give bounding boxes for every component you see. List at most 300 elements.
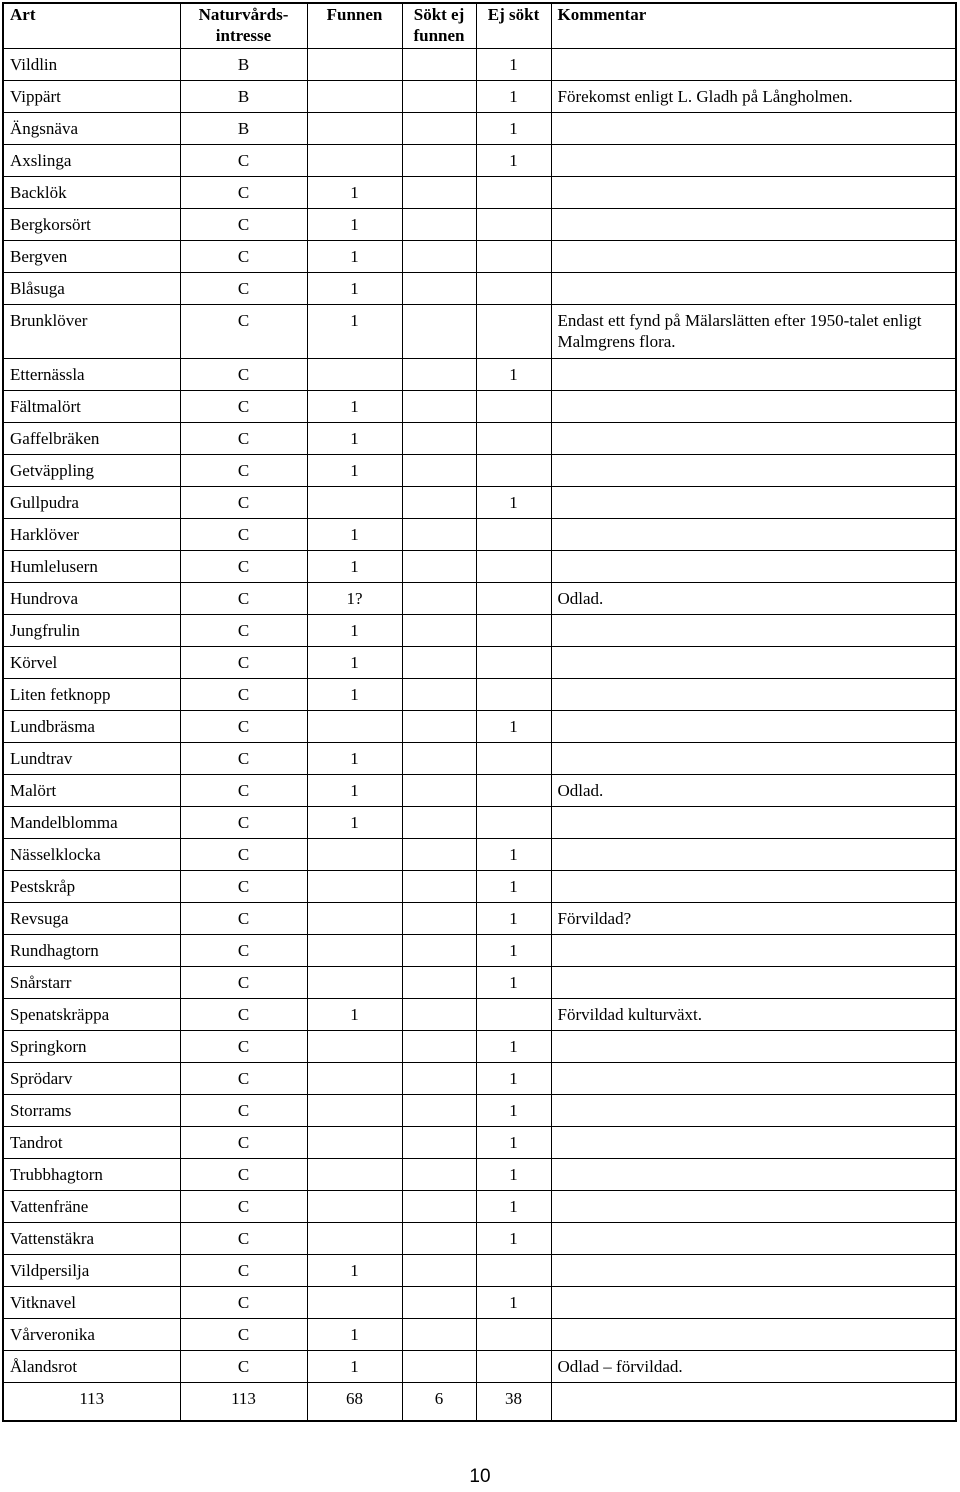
cell-kommentar (551, 711, 956, 743)
cell-ej-sokt (476, 305, 551, 359)
table-row (3, 177, 956, 209)
col-header-funnen: Funnen (307, 3, 402, 49)
total-kommentar (551, 1383, 956, 1422)
cell-sokt-ej-funnen (402, 839, 476, 871)
table-row (3, 1127, 956, 1159)
col-header-naturvardsintresse: Naturvårds-intresse (180, 3, 307, 49)
cell-kommentar (551, 1127, 956, 1159)
cell-sokt-ej-funnen (402, 1063, 476, 1095)
cell-ej-sokt (476, 775, 551, 807)
cell-sokt-ej-funnen (402, 967, 476, 999)
cell-funnen (307, 871, 402, 903)
table-row (3, 615, 956, 647)
table-row (3, 1255, 956, 1287)
table-row (3, 1191, 956, 1223)
cell-art: Vårveronika (3, 1319, 180, 1351)
cell-art: Snårstarr (3, 967, 180, 999)
table-row (3, 49, 956, 81)
cell-art: Tandrot (3, 1127, 180, 1159)
cell-funnen: 1 (307, 423, 402, 455)
cell-sokt-ej-funnen (402, 1159, 476, 1191)
cell-art: Ängsnäva (3, 113, 180, 145)
cell-naturvardsintresse: B (180, 113, 307, 145)
cell-sokt-ej-funnen (402, 1319, 476, 1351)
cell-naturvardsintresse: C (180, 839, 307, 871)
table-row (3, 551, 956, 583)
cell-kommentar (551, 935, 956, 967)
cell-naturvardsintresse: C (180, 711, 307, 743)
cell-sokt-ej-funnen (402, 1287, 476, 1319)
table-row (3, 209, 956, 241)
cell-kommentar: Förekomst enligt L. Gladh på Långholmen. (551, 81, 956, 113)
total-importance: 113 (180, 1383, 307, 1422)
cell-ej-sokt (476, 807, 551, 839)
cell-sokt-ej-funnen (402, 487, 476, 519)
cell-funnen (307, 967, 402, 999)
cell-funnen: 1 (307, 647, 402, 679)
cell-art: Liten fetknopp (3, 679, 180, 711)
table-row (3, 743, 956, 775)
cell-naturvardsintresse: C (180, 423, 307, 455)
cell-ej-sokt: 1 (476, 145, 551, 177)
cell-ej-sokt: 1 (476, 1031, 551, 1063)
cell-funnen (307, 903, 402, 935)
cell-funnen (307, 359, 402, 391)
cell-funnen (307, 145, 402, 177)
cell-naturvardsintresse: C (180, 551, 307, 583)
cell-kommentar (551, 839, 956, 871)
totals-row (3, 1383, 956, 1422)
table-row (3, 903, 956, 935)
cell-sokt-ej-funnen (402, 999, 476, 1031)
cell-funnen (307, 1287, 402, 1319)
table-row (3, 1095, 956, 1127)
cell-naturvardsintresse: C (180, 967, 307, 999)
table-row (3, 679, 956, 711)
cell-sokt-ej-funnen (402, 241, 476, 273)
table-row (3, 999, 956, 1031)
cell-art: Hundrova (3, 583, 180, 615)
col-header-art: Art (3, 3, 180, 49)
cell-art: Bergkorsört (3, 209, 180, 241)
cell-art: Rundhagtorn (3, 935, 180, 967)
cell-kommentar (551, 519, 956, 551)
cell-funnen: 1 (307, 177, 402, 209)
cell-naturvardsintresse: B (180, 49, 307, 81)
cell-naturvardsintresse: B (180, 81, 307, 113)
cell-funnen: 1 (307, 209, 402, 241)
cell-ej-sokt (476, 519, 551, 551)
table-row (3, 487, 956, 519)
cell-sokt-ej-funnen (402, 743, 476, 775)
cell-art: Lundbräsma (3, 711, 180, 743)
cell-art: Backlök (3, 177, 180, 209)
table-row (3, 519, 956, 551)
cell-funnen: 1 (307, 775, 402, 807)
cell-kommentar: Odlad – förvildad. (551, 1351, 956, 1383)
table-row (3, 305, 956, 359)
cell-ej-sokt: 1 (476, 1191, 551, 1223)
table-row (3, 273, 956, 305)
cell-art: Jungfrulin (3, 615, 180, 647)
cell-art: Lundtrav (3, 743, 180, 775)
cell-ej-sokt (476, 209, 551, 241)
cell-kommentar (551, 1191, 956, 1223)
cell-ej-sokt: 1 (476, 113, 551, 145)
cell-ej-sokt (476, 551, 551, 583)
cell-art: Brunklöver (3, 305, 180, 359)
cell-funnen: 1 (307, 241, 402, 273)
cell-art: Bergven (3, 241, 180, 273)
col-header-kommentar: Kommentar (551, 3, 956, 49)
table-row (3, 391, 956, 423)
cell-naturvardsintresse: C (180, 679, 307, 711)
table-row (3, 113, 956, 145)
cell-ej-sokt: 1 (476, 49, 551, 81)
cell-art: Ålandsrot (3, 1351, 180, 1383)
cell-sokt-ej-funnen (402, 359, 476, 391)
cell-funnen: 1 (307, 551, 402, 583)
cell-sokt-ej-funnen (402, 391, 476, 423)
cell-sokt-ej-funnen (402, 209, 476, 241)
cell-sokt-ej-funnen (402, 551, 476, 583)
cell-kommentar (551, 113, 956, 145)
cell-sokt-ej-funnen (402, 1351, 476, 1383)
cell-ej-sokt (476, 647, 551, 679)
cell-sokt-ej-funnen (402, 711, 476, 743)
total-funnen: 68 (307, 1383, 402, 1422)
cell-art: Etternässla (3, 359, 180, 391)
cell-naturvardsintresse: C (180, 871, 307, 903)
cell-ej-sokt: 1 (476, 487, 551, 519)
cell-naturvardsintresse: C (180, 1031, 307, 1063)
cell-kommentar: Förvildad kulturväxt. (551, 999, 956, 1031)
cell-naturvardsintresse: C (180, 1191, 307, 1223)
cell-naturvardsintresse: C (180, 241, 307, 273)
header-row (3, 3, 956, 49)
cell-naturvardsintresse: C (180, 209, 307, 241)
cell-kommentar (551, 1031, 956, 1063)
cell-naturvardsintresse: C (180, 1351, 307, 1383)
species-table (2, 2, 957, 1422)
cell-kommentar (551, 679, 956, 711)
cell-ej-sokt: 1 (476, 1063, 551, 1095)
cell-naturvardsintresse: C (180, 1095, 307, 1127)
cell-art: Pestskråp (3, 871, 180, 903)
cell-ej-sokt: 1 (476, 81, 551, 113)
cell-kommentar (551, 807, 956, 839)
cell-funnen: 1 (307, 679, 402, 711)
cell-sokt-ej-funnen (402, 455, 476, 487)
table-row (3, 1031, 956, 1063)
table-row (3, 871, 956, 903)
cell-sokt-ej-funnen (402, 49, 476, 81)
cell-sokt-ej-funnen (402, 871, 476, 903)
cell-art: Springkorn (3, 1031, 180, 1063)
cell-sokt-ej-funnen (402, 273, 476, 305)
cell-art: Revsuga (3, 903, 180, 935)
cell-funnen: 1 (307, 391, 402, 423)
cell-sokt-ej-funnen (402, 1223, 476, 1255)
cell-kommentar (551, 1287, 956, 1319)
cell-art: Blåsuga (3, 273, 180, 305)
cell-naturvardsintresse: C (180, 1255, 307, 1287)
cell-ej-sokt (476, 583, 551, 615)
cell-kommentar (551, 487, 956, 519)
cell-ej-sokt: 1 (476, 903, 551, 935)
cell-art: Körvel (3, 647, 180, 679)
cell-art: Gaffelbräken (3, 423, 180, 455)
cell-ej-sokt (476, 273, 551, 305)
cell-sokt-ej-funnen (402, 1191, 476, 1223)
cell-sokt-ej-funnen (402, 1095, 476, 1127)
cell-funnen (307, 81, 402, 113)
cell-funnen: 1 (307, 999, 402, 1031)
cell-kommentar (551, 1319, 956, 1351)
cell-ej-sokt: 1 (476, 711, 551, 743)
cell-kommentar (551, 145, 956, 177)
cell-kommentar (551, 743, 956, 775)
cell-sokt-ej-funnen (402, 615, 476, 647)
cell-sokt-ej-funnen (402, 145, 476, 177)
cell-kommentar (551, 273, 956, 305)
cell-sokt-ej-funnen (402, 519, 476, 551)
cell-kommentar (551, 241, 956, 273)
cell-ej-sokt (476, 423, 551, 455)
cell-kommentar (551, 359, 956, 391)
total-sokt-ej-funnen: 6 (402, 1383, 476, 1422)
total-ej-sokt: 38 (476, 1383, 551, 1422)
cell-art: Storrams (3, 1095, 180, 1127)
cell-ej-sokt (476, 1255, 551, 1287)
cell-art: Humlelusern (3, 551, 180, 583)
cell-sokt-ej-funnen (402, 1255, 476, 1287)
cell-kommentar (551, 177, 956, 209)
cell-naturvardsintresse: C (180, 903, 307, 935)
total-species: 113 (3, 1383, 180, 1422)
cell-sokt-ej-funnen (402, 423, 476, 455)
cell-funnen: 1 (307, 1319, 402, 1351)
cell-naturvardsintresse: C (180, 1159, 307, 1191)
cell-naturvardsintresse: C (180, 1063, 307, 1095)
cell-art: Fältmalört (3, 391, 180, 423)
cell-funnen (307, 49, 402, 81)
col-header-ej-sokt: Ej sökt (476, 3, 551, 49)
cell-ej-sokt (476, 1351, 551, 1383)
cell-ej-sokt (476, 999, 551, 1031)
cell-sokt-ej-funnen (402, 679, 476, 711)
cell-funnen (307, 711, 402, 743)
cell-funnen (307, 1095, 402, 1127)
cell-sokt-ej-funnen (402, 935, 476, 967)
cell-naturvardsintresse: C (180, 743, 307, 775)
cell-ej-sokt: 1 (476, 935, 551, 967)
cell-ej-sokt (476, 1319, 551, 1351)
cell-kommentar (551, 871, 956, 903)
cell-funnen (307, 839, 402, 871)
cell-naturvardsintresse: C (180, 615, 307, 647)
cell-sokt-ej-funnen (402, 1031, 476, 1063)
table-row (3, 423, 956, 455)
cell-kommentar (551, 455, 956, 487)
cell-ej-sokt: 1 (476, 1223, 551, 1255)
cell-art: Vattenfräne (3, 1191, 180, 1223)
table-row (3, 1287, 956, 1319)
cell-ej-sokt (476, 177, 551, 209)
table-row (3, 935, 956, 967)
table-row (3, 839, 956, 871)
cell-naturvardsintresse: C (180, 1127, 307, 1159)
table-row (3, 1351, 956, 1383)
cell-funnen: 1 (307, 743, 402, 775)
table-row (3, 241, 956, 273)
table-row (3, 1159, 956, 1191)
cell-art: Harklöver (3, 519, 180, 551)
cell-ej-sokt: 1 (476, 1159, 551, 1191)
cell-naturvardsintresse: C (180, 519, 307, 551)
cell-funnen: 1 (307, 1351, 402, 1383)
cell-funnen (307, 113, 402, 145)
cell-sokt-ej-funnen (402, 177, 476, 209)
cell-ej-sokt (476, 743, 551, 775)
cell-naturvardsintresse: C (180, 273, 307, 305)
cell-funnen: 1 (307, 519, 402, 551)
cell-funnen: 1 (307, 1255, 402, 1287)
table-row (3, 1223, 956, 1255)
table-row (3, 81, 956, 113)
cell-kommentar (551, 391, 956, 423)
cell-kommentar (551, 1063, 956, 1095)
cell-naturvardsintresse: C (180, 935, 307, 967)
cell-kommentar (551, 551, 956, 583)
cell-sokt-ej-funnen (402, 1127, 476, 1159)
cell-naturvardsintresse: C (180, 999, 307, 1031)
cell-ej-sokt: 1 (476, 839, 551, 871)
cell-funnen: 1 (307, 807, 402, 839)
cell-art: Vildlin (3, 49, 180, 81)
cell-art: Spenatskräppa (3, 999, 180, 1031)
cell-kommentar (551, 1095, 956, 1127)
table-row (3, 145, 956, 177)
table-row (3, 1319, 956, 1351)
col-header-sokt-ej-funnen: Sökt ej funnen (402, 3, 476, 49)
cell-naturvardsintresse: C (180, 305, 307, 359)
cell-ej-sokt (476, 241, 551, 273)
cell-funnen (307, 1159, 402, 1191)
table-row (3, 1063, 956, 1095)
cell-sokt-ej-funnen (402, 807, 476, 839)
cell-art: Vitknavel (3, 1287, 180, 1319)
cell-ej-sokt (476, 391, 551, 423)
cell-kommentar (551, 423, 956, 455)
cell-ej-sokt: 1 (476, 1287, 551, 1319)
cell-art: Axslinga (3, 145, 180, 177)
cell-ej-sokt: 1 (476, 871, 551, 903)
cell-ej-sokt: 1 (476, 1095, 551, 1127)
cell-kommentar: Endast ett fynd på Mälarslätten efter 1950-talet enligt Malmgrens flora. (551, 305, 956, 359)
table-row (3, 359, 956, 391)
cell-art: Nässelklocka (3, 839, 180, 871)
cell-art: Trubbhagtorn (3, 1159, 180, 1191)
cell-ej-sokt: 1 (476, 1127, 551, 1159)
cell-funnen: 1 (307, 615, 402, 647)
cell-funnen: 1 (307, 273, 402, 305)
cell-ej-sokt (476, 615, 551, 647)
cell-sokt-ej-funnen (402, 775, 476, 807)
cell-funnen (307, 935, 402, 967)
cell-naturvardsintresse: C (180, 391, 307, 423)
cell-naturvardsintresse: C (180, 775, 307, 807)
cell-art: Getväppling (3, 455, 180, 487)
cell-kommentar: Förvildad? (551, 903, 956, 935)
cell-funnen: 1? (307, 583, 402, 615)
cell-funnen (307, 1063, 402, 1095)
cell-kommentar (551, 1255, 956, 1287)
table-row (3, 807, 956, 839)
cell-kommentar (551, 1223, 956, 1255)
table-body (3, 49, 956, 1383)
cell-funnen (307, 1191, 402, 1223)
cell-naturvardsintresse: C (180, 807, 307, 839)
cell-naturvardsintresse: C (180, 1287, 307, 1319)
cell-naturvardsintresse: C (180, 583, 307, 615)
cell-kommentar (551, 647, 956, 679)
cell-kommentar: Odlad. (551, 583, 956, 615)
cell-art: Mandelblomma (3, 807, 180, 839)
cell-kommentar (551, 49, 956, 81)
cell-kommentar (551, 209, 956, 241)
cell-art: Sprödarv (3, 1063, 180, 1095)
cell-ej-sokt (476, 679, 551, 711)
cell-sokt-ej-funnen (402, 305, 476, 359)
cell-sokt-ej-funnen (402, 903, 476, 935)
cell-art: Gullpudra (3, 487, 180, 519)
cell-naturvardsintresse: C (180, 1319, 307, 1351)
table-row (3, 967, 956, 999)
cell-ej-sokt (476, 455, 551, 487)
cell-sokt-ej-funnen (402, 583, 476, 615)
table-row (3, 583, 956, 615)
cell-art: Vippärt (3, 81, 180, 113)
table-row (3, 775, 956, 807)
cell-funnen (307, 1223, 402, 1255)
cell-art: Vildpersilja (3, 1255, 180, 1287)
table-row (3, 647, 956, 679)
cell-naturvardsintresse: C (180, 487, 307, 519)
table-row (3, 711, 956, 743)
cell-funnen: 1 (307, 305, 402, 359)
cell-kommentar: Odlad. (551, 775, 956, 807)
cell-naturvardsintresse: C (180, 455, 307, 487)
cell-art: Vattenstäkra (3, 1223, 180, 1255)
cell-kommentar (551, 1159, 956, 1191)
cell-ej-sokt: 1 (476, 359, 551, 391)
cell-funnen (307, 1127, 402, 1159)
cell-funnen: 1 (307, 455, 402, 487)
cell-art: Malört (3, 775, 180, 807)
cell-funnen (307, 487, 402, 519)
cell-ej-sokt: 1 (476, 967, 551, 999)
cell-sokt-ej-funnen (402, 113, 476, 145)
cell-sokt-ej-funnen (402, 81, 476, 113)
cell-naturvardsintresse: C (180, 359, 307, 391)
page-number: 10 (469, 1466, 491, 1487)
cell-kommentar (551, 615, 956, 647)
cell-naturvardsintresse: C (180, 647, 307, 679)
cell-kommentar (551, 967, 956, 999)
cell-sokt-ej-funnen (402, 647, 476, 679)
table-row (3, 455, 956, 487)
